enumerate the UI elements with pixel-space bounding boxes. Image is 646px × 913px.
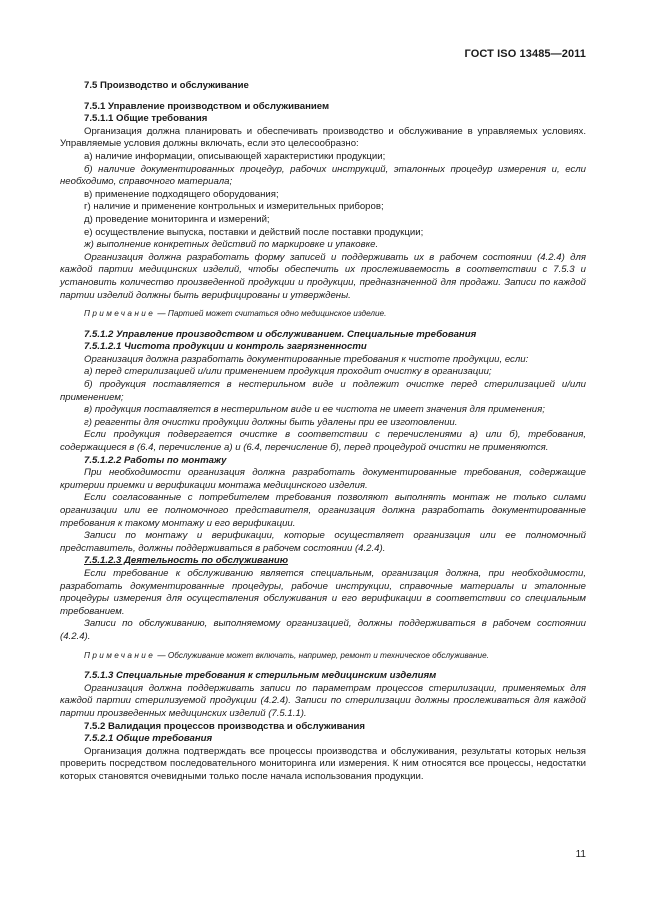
subsection-heading: 7.5.2 Валидация процессов производства и обслуживания [84, 720, 365, 732]
list-item: ж) выполнение конкретных действий по маркировке и упаковке. [84, 239, 379, 251]
list-item: б) наличие документированных процедур, рабочих инструкций, эталонных процедур измерения и, если необходимо, справочного материала; [60, 163, 586, 188]
page-content [60, 80, 586, 783]
paragraph: Если согласованные с потребителем требования позволяют выполнять монтаж не только силами организации или ее полномочного представителя, организация должна разработать документированные требования к такому монтажу и его верификации. [60, 492, 586, 529]
list-item: г) наличие и применение контрольных и измерительных приборов; [84, 201, 384, 213]
subsection-heading: 7.5.1.1 Общие требования [84, 113, 208, 125]
paragraph: Записи по обслуживанию, выполняемому организацией, должны поддерживаться в рабочем состоянии (4.2.4). [60, 618, 586, 642]
note-text: — Обслуживание может включать, например, ремонт и техническое обслуживание. [155, 650, 489, 660]
paragraph: Если требование к обслуживанию является специальным, организация должна, при необходимости, разработать документированные процедуры, рабочие инструкции, справочные материалы и эталонные процедуры измерения для осуществления обслуживания и его верификации в соответствии со специальным требованием. [60, 567, 586, 617]
subsection-heading: 7.5.1.2.2 Работы по монтажу [84, 454, 227, 466]
paragraph: Организация должна поддерживать записи по параметрам процессов стерилизации, применяемых для каждой партии стерилизуемой продукции (4.2.4). Записи по стерилизации должны прослеживаться для каждой партии произведенных медицинских изделий (7.5.1.1). [60, 682, 586, 719]
list-item: а) наличие информации, описывающей характеристики продукции; [84, 150, 386, 162]
subsection-heading: 7.5.1.2.1 Чистота продукции и контроль загрязненности [84, 341, 367, 353]
section-heading: 7.5 Производство и обслуживание [84, 80, 249, 91]
list-item: в) применение подходящего оборудования; [84, 188, 279, 200]
list-item: г) реагенты для очистки продукции должны быть удалены при ее изготовлении. [84, 416, 458, 428]
paragraph: Записи по монтажу и верификации, которые осуществляет организация или ее полномочный представитель, должны поддерживаться в рабочем состоянии (4.2.4). [60, 530, 586, 554]
list-item: б) продукция поставляется в нестерильном виде и подлежит очистке перед стерилизацией и/или применением; [60, 379, 586, 403]
paragraph: Организация должна разработать форму записей и поддерживать их в рабочем состоянии (4.2.4) для каждой партии медицинских изделий, чтобы обеспечить их прослеживаемость в соответствии с 7.5.3 и установить количество произведенной продукции и продукции, предназначенной для продажи. Записи по каждой партии изделий должны быть верифицированы и утверждены. [60, 251, 586, 301]
note-text: — Партией может считаться одно медицинское изделие. [155, 309, 387, 319]
note [60, 650, 586, 663]
page-number: 11 [575, 849, 586, 860]
paragraph: Организация должна планировать и обеспечивать производство и обслуживание в управляемых условиях. Управляемые условия должны включать, если это целесообразно: [60, 125, 586, 150]
note-label: Примечание [84, 650, 156, 660]
list-item: в) продукция поставляется в нестерильном виде и ее чистота не имеет значения для применения; [84, 404, 545, 416]
subsection-heading: 7.5.1.2.3 Деятельность по обслуживанию [84, 555, 289, 567]
subsection-heading: 7.5.1 Управление производством и обслуживанием [84, 100, 330, 112]
standard-header: ГОСТ ISO 13485—2011 [464, 48, 586, 60]
paragraph: При необходимости организация должна разработать документированные требования, содержащие критерии приемки и верификации монтажа медицинского изделия. [60, 467, 586, 491]
subsection-heading: 7.5.2.1 Общие требования [84, 733, 213, 745]
list-item: а) перед стерилизацией и/или применением продукция проходит очистку в организации; [84, 366, 492, 378]
subsection-heading: 7.5.1.3 Специальные требования к стерильным медицинским изделиям [84, 670, 437, 682]
list-item: е) осуществление выпуска, поставки и действий после поставки продукции; [84, 226, 424, 238]
paragraph: Если продукция подвергается очистке в соответствии с перечислениями а) или б), требования, содержащиеся в (6.4, перечисление а) и (6.4, перечисление б), перед процедурой очистки не применяются. [60, 429, 586, 454]
paragraph: Организация должна подтверждать все процессы производства и обслуживания, результаты которых нельзя проверить посредством последовательного мониторинга или измерения. К ним относятся все процессы, недостатки которых становятся очевидными только после начала использования продукции. [60, 745, 586, 782]
list-item: д) проведение мониторинга и измерений; [84, 213, 270, 225]
note-label: Примечание [84, 309, 156, 319]
subsection-heading: 7.5.1.2 Управление производством и обслуживанием. Специальные требования [84, 328, 477, 340]
note [60, 308, 586, 321]
paragraph: Организация должна разработать документированные требования к чистоте продукции, если: [84, 353, 529, 365]
